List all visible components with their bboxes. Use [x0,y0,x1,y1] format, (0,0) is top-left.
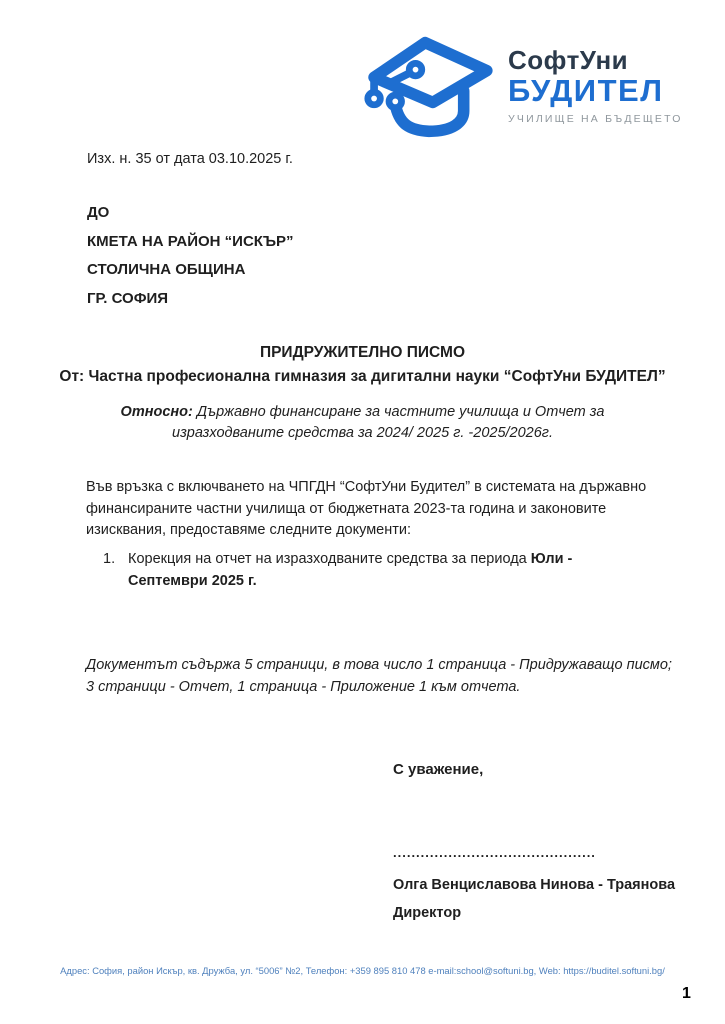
pages-note-paragraph: Документът съдържа 5 страници, в това число 1 страница - Придружаващо писмо; 3 страници - Отчет, 1 страница - Приложение 1 към отчета. [86,657,672,695]
brand-name-bottom: БУДИТЕЛ [508,73,664,109]
signer-name: Олга Венциславова Нинова - Траянова [393,877,676,893]
page-number: 1 [682,985,691,1002]
list-item-number: 1. [103,551,116,567]
salutation: С уважение, [393,761,484,778]
brand-tagline: УЧИЛИЩЕ НА БЪДЕЩЕТО [508,112,683,125]
list-item-text-bold: Юли - Септември 2025 г. [128,551,573,589]
reference-number-line: Изх. н. 35 от дата 03.10.2025 г. [87,151,293,167]
signature-dotted-line: ............................................ [393,845,596,860]
logo-text-block [508,47,683,125]
document-title: ПРИДРУЖИТЕЛНО ПИСМО [259,344,466,361]
logo [360,33,683,139]
list-item-text-regular: Корекция на отчет на изразходваните средства за периода [128,551,531,567]
recipient-line-city: ГР. СОФИЯ [87,289,169,307]
list-item-text [128,548,643,592]
list-item [103,548,643,592]
from-line: От: Частна професионална гимназия за дигитални науки “СофтУни БУДИТЕЛ” [59,368,666,385]
signer-role: Директор [393,905,462,921]
recipient-block [87,199,294,313]
recipient-line-mayor: КМЕТА НА РАЙОН “ИСКЪР” [87,232,294,250]
recipient-line-municipality: СТОЛИЧНА ОБЩИНА [87,261,246,278]
document-list [103,548,643,592]
graduation-cap-circuit-icon [360,33,498,139]
brand-name-top: СофтУни [508,45,629,76]
subject-line [120,402,605,444]
subject-label: Относно: [120,404,193,420]
subject-text: Държавно финансиране за частните училища и Отчет за изразходваните средства за 2024/ 2025 г. -2025/2026г. [172,404,605,441]
recipient-line-to: ДО [87,204,110,221]
body-intro-paragraph: Във връзка с включването на ЧПГДН “СофтУни Будител” в системата на държавно финансираните частни училища от бюджетната 2023-та година и законовите изисквания, предоставяме следните документи: [86,479,647,538]
footer-address-line: Адрес: София, район Искър, кв. Дружба, ул. “5006” №2, Телефон: +359 895 810 478 e-mail:school@softuni.bg, Web: https://buditel.softuni.bg/ [60,965,665,976]
